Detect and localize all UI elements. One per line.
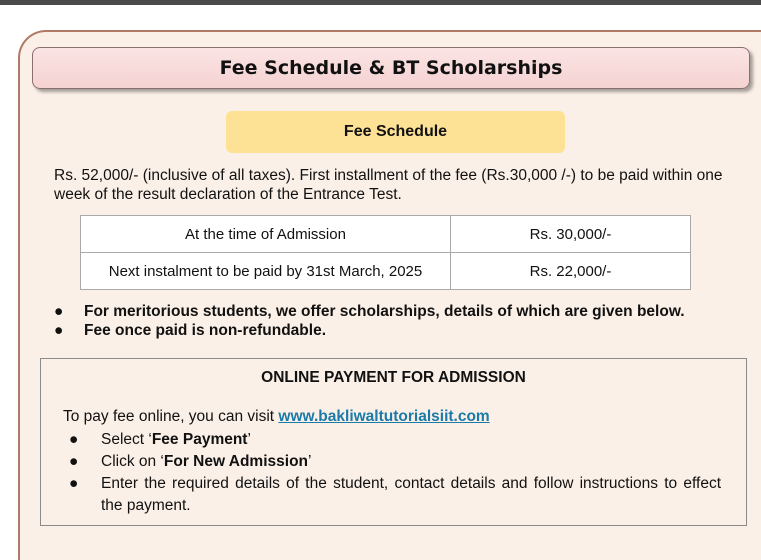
bullet-icon: ●: [69, 453, 79, 470]
fee-row-label: Next instalment to be paid by 31st March, 2025: [81, 253, 451, 290]
step-bold-text: For New Admission: [163, 453, 308, 470]
online-payment-heading: ONLINE PAYMENT FOR ADMISSION: [261, 369, 526, 386]
list-item: [48, 321, 685, 340]
list-item: [63, 473, 721, 517]
page-title-banner: [32, 47, 750, 89]
list-item: [63, 451, 721, 473]
table-row: [81, 216, 691, 253]
fee-row-amount: Rs. 30,000/-: [451, 216, 691, 253]
step-text: ’: [247, 431, 251, 448]
note-text: For meritorious students, we offer scholarships, details of which are given below.: [84, 303, 685, 320]
top-border-bar: [0, 0, 761, 5]
fee-schedule-label: Fee Schedule: [343, 123, 448, 140]
step-text: Enter the required details of the student, contact details and follow instructions to effect the payment.: [101, 475, 721, 514]
bullet-icon: ●: [54, 303, 64, 320]
note-text: Fee once paid is non-refundable.: [84, 322, 327, 339]
list-item: [48, 302, 685, 321]
visit-line: [63, 408, 490, 426]
fee-row-amount: Rs. 22,000/-: [451, 253, 691, 290]
fee-row-label: At the time of Admission: [81, 216, 451, 253]
step-text: ’: [308, 453, 312, 470]
bullet-icon: ●: [69, 431, 79, 448]
fee-schedule-heading: [226, 111, 565, 153]
visit-text: To pay fee online, you can visit: [63, 408, 279, 425]
step-bold-text: Fee Payment: [151, 431, 248, 448]
fee-table: [80, 215, 691, 290]
table-row: [81, 253, 691, 290]
online-payment-box: [40, 358, 747, 526]
list-item: [63, 429, 721, 451]
website-link[interactable]: www.bakliwaltutorialsiit.com: [278, 408, 490, 425]
page-title: Fee Schedule & BT Scholarships: [219, 57, 563, 79]
step-text: Select ‘: [101, 431, 152, 448]
fee-description: Rs. 52,000/- (inclusive of all taxes). First installment of the fee (Rs.30,000 /-) to be paid within one week of the result declaration of the Entrance Test.: [54, 167, 723, 203]
bullet-icon: ●: [54, 322, 64, 339]
payment-steps-list: [63, 429, 721, 517]
bullet-icon: ●: [69, 475, 79, 492]
step-text: Click on ‘: [101, 453, 164, 470]
notes-list: [48, 302, 685, 340]
